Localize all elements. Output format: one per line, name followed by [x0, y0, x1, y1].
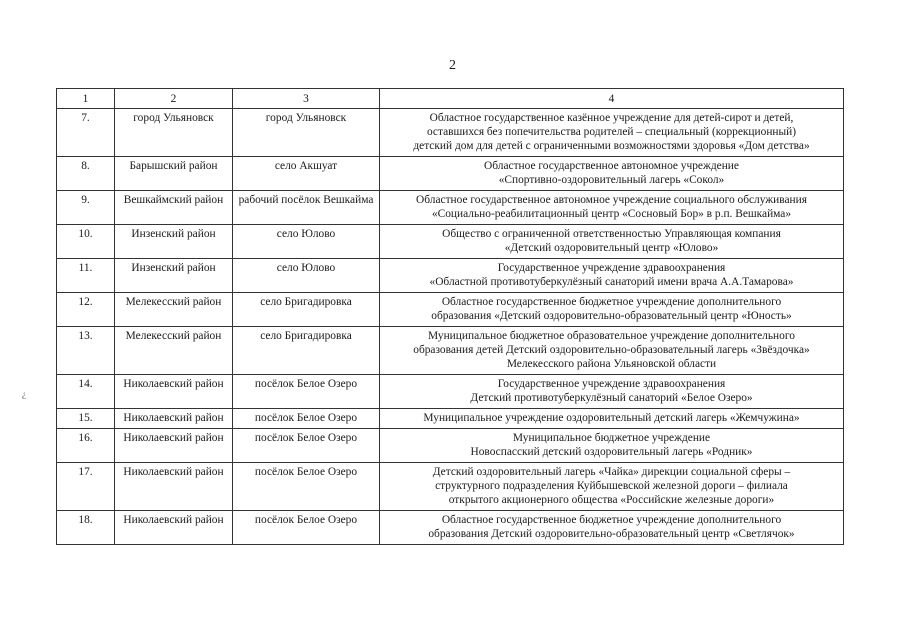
district-cell: Николаевский район [115, 511, 233, 545]
district-cell: Николаевский район [115, 375, 233, 409]
table-row [57, 429, 844, 463]
margin-mark: ¿ [22, 389, 26, 399]
locality-cell: рабочий посёлок Вешкайма [233, 191, 380, 225]
row-number-cell: 7. [57, 109, 115, 157]
district-cell: Мелекесский район [115, 293, 233, 327]
table-row [57, 191, 844, 225]
table-row [57, 511, 844, 545]
header-cell-organization: 4 [380, 89, 844, 109]
header-cell-district: 2 [115, 89, 233, 109]
locality-cell: село Юлово [233, 225, 380, 259]
row-number-cell: 9. [57, 191, 115, 225]
locality-cell: село Бригадировка [233, 293, 380, 327]
organization-cell: Областное государственное бюджетное учреждение дополнительного образования «Детский оздоровительно-образовательный центр «Юность» [380, 293, 844, 327]
row-number-cell: 10. [57, 225, 115, 259]
row-number-cell: 15. [57, 409, 115, 429]
table-row [57, 375, 844, 409]
district-cell: город Ульяновск [115, 109, 233, 157]
header-cell-number: 1 [57, 89, 115, 109]
table-header-row [57, 89, 844, 109]
row-number-cell: 13. [57, 327, 115, 375]
table-row [57, 109, 844, 157]
table-row [57, 327, 844, 375]
locality-cell: посёлок Белое Озеро [233, 463, 380, 511]
organization-cell: Детский оздоровительный лагерь «Чайка» дирекции социальной сферы – структурного подразделения Куйбышевской железной дороги – филиала открытого акционерного общества «Российские железные дороги» [380, 463, 844, 511]
institutions-table [56, 88, 844, 545]
locality-cell: посёлок Белое Озеро [233, 429, 380, 463]
row-number-cell: 11. [57, 259, 115, 293]
row-number-cell: 14. [57, 375, 115, 409]
page-number: 2 [449, 58, 456, 73]
table-row [57, 259, 844, 293]
table-row [57, 157, 844, 191]
locality-cell: посёлок Белое Озеро [233, 375, 380, 409]
table-row [57, 225, 844, 259]
organization-cell: Областное государственное автономное учреждение социального обслуживания «Социально-реабилитационный центр «Сосновый Бор» в р.п. Вешкайма» [380, 191, 844, 225]
row-number-cell: 8. [57, 157, 115, 191]
district-cell: Барышский район [115, 157, 233, 191]
locality-cell: село Акшуат [233, 157, 380, 191]
header-cell-locality: 3 [233, 89, 380, 109]
organization-cell: Областное государственное бюджетное учреждение дополнительного образования Детский оздоровительно-образовательный центр «Светлячок» [380, 511, 844, 545]
locality-cell: село Бригадировка [233, 327, 380, 375]
organization-cell: Государственное учреждение здравоохранения Детский противотуберкулёзный санаторий «Белое Озеро» [380, 375, 844, 409]
organization-cell: Муниципальное бюджетное учреждение Новоспасский детский оздоровительный лагерь «Родник» [380, 429, 844, 463]
organization-cell: Государственное учреждение здравоохранения «Областной противотуберкулёзный санаторий имени врача А.А.Тамарова» [380, 259, 844, 293]
district-cell: Николаевский район [115, 463, 233, 511]
table-row [57, 293, 844, 327]
district-cell: Инзенский район [115, 225, 233, 259]
organization-cell: Областное государственное автономное учреждение «Спортивно-оздоровительный лагерь «Сокол» [380, 157, 844, 191]
row-number-cell: 12. [57, 293, 115, 327]
locality-cell: посёлок Белое Озеро [233, 409, 380, 429]
district-cell: Мелекесский район [115, 327, 233, 375]
district-cell: Николаевский район [115, 429, 233, 463]
district-cell: Николаевский район [115, 409, 233, 429]
district-cell: Инзенский район [115, 259, 233, 293]
locality-cell: посёлок Белое Озеро [233, 511, 380, 545]
locality-cell: город Ульяновск [233, 109, 380, 157]
table-row [57, 463, 844, 511]
row-number-cell: 17. [57, 463, 115, 511]
row-number-cell: 18. [57, 511, 115, 545]
organization-cell: Муниципальное учреждение оздоровительный детский лагерь «Жемчужина» [380, 409, 844, 429]
organization-cell: Областное государственное казённое учреждение для детей-сирот и детей, оставшихся без попечительства родителей – специальный (коррекционный) детский дом для детей с ограниченными возможностями здоровья «Дом детства» [380, 109, 844, 157]
organization-cell: Общество с ограниченной ответственностью Управляющая компания «Детский оздоровительный центр «Юлово» [380, 225, 844, 259]
district-cell: Вешкаймский район [115, 191, 233, 225]
locality-cell: село Юлово [233, 259, 380, 293]
row-number-cell: 16. [57, 429, 115, 463]
table-row [57, 409, 844, 429]
organization-cell: Муниципальное бюджетное образовательное учреждение дополнительного образования детей Детский оздоровительно-образовательный лагерь «Звёздочка» Мелекесского района Ульяновской области [380, 327, 844, 375]
